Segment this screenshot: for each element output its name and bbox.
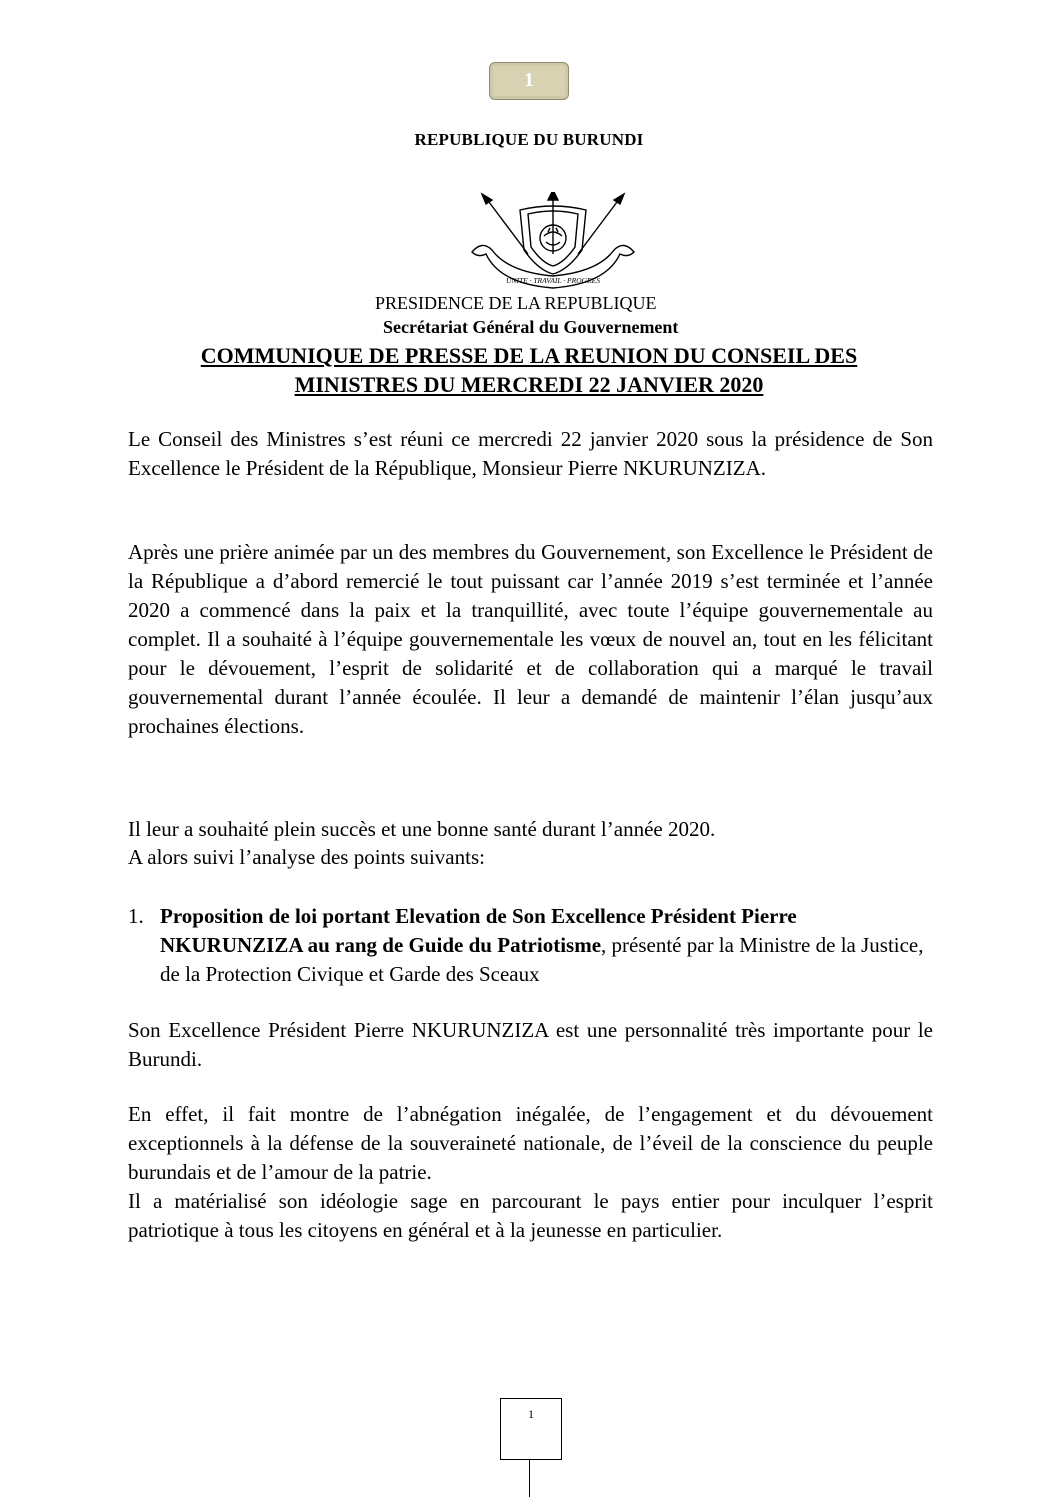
coat-of-arms-emblem xyxy=(468,192,638,290)
footer-page-number: 1 xyxy=(528,1407,534,1421)
title-line-2: MINISTRES DU MERCREDI 22 JANVIER 2020 xyxy=(294,372,764,397)
paragraph-agenda-intro: A alors suivi l’analyse des points suivants: xyxy=(128,845,485,869)
agenda-item-1-presenter: , présenté par la Ministre de la Justice, de la Protection Civique et Garde des Sceaux xyxy=(160,933,924,986)
emblem-motto: UNITE · TRAVAIL · PROGRES xyxy=(506,276,600,285)
footer-divider xyxy=(529,1459,530,1497)
title-line-1: COMMUNIQUE DE PRESSE DE LA REUNION DU CONSEIL DES xyxy=(200,343,858,368)
paragraph-dedication: En effet, il fait montre de l’abnégation inégalée, de l’engagement et du dévouement exceptionnels à la défense de la souveraineté nationale, de l’éveil de la conscience du peuple burundais et de l’amour de la patrie. xyxy=(128,1102,933,1184)
paragraph-wishes: Il leur a souhaité plein succès et une bonne santé durant l’année 2020. xyxy=(128,817,716,841)
agenda-item-1-title: Proposition de loi portant Elevation de Son Excellence Président Pierre NKURUNZIZA au rang de Guide du Patriotisme xyxy=(160,904,797,957)
footer-page-number-box xyxy=(500,1398,562,1460)
page-number-badge xyxy=(489,62,569,100)
paragraph-ideology: Il a matérialisé son idéologie sage en parcourant le pays entier pour inculquer l’esprit patriotique à tous les citoyens en général et à la jeunesse en particulier. xyxy=(128,1189,933,1242)
country-heading: REPUBLIQUE DU BURUNDI xyxy=(414,130,644,149)
secretariat-heading: Secrétariat Général du Gouvernement xyxy=(383,317,679,337)
paragraph-prayer: Après une prière animée par un des membres du Gouvernement, son Excellence le Président de la République a d’abord remercié le tout puissant car l’année 2019 s’est terminée et l’année 2020 a commencé dans la paix et la tranquillité, avec toute l’équipe gouvernementale au complet. Il a souhaité à l’équipe gouvernementale les vœux de nouvel an, tout en les félicitant pour le dévouement, l’esprit de solidarité et de collaboration qui a marqué le travail gouvernemental durant l’année écoulée. Il leur a demandé de maintenir l’élan jusqu’aux prochaines élections. xyxy=(128,540,933,738)
paragraph-opening: Le Conseil des Ministres s’est réuni ce mercredi 22 janvier 2020 sous la présidence de Son Excellence le Président de la République, Monsieur Pierre NKURUNZIZA. xyxy=(128,427,933,480)
page-number-badge-label: 1 xyxy=(524,69,534,91)
presidency-heading: PRESIDENCE DE LA REPUBLIQUE xyxy=(375,293,657,313)
paragraph-personality: Son Excellence Président Pierre NKURUNZIZA est une personnalité très importante pour le Burundi. xyxy=(128,1018,933,1071)
press-release-title xyxy=(100,341,958,399)
agenda-item-number: 1. xyxy=(128,904,144,928)
agenda-item-1 xyxy=(160,902,933,989)
